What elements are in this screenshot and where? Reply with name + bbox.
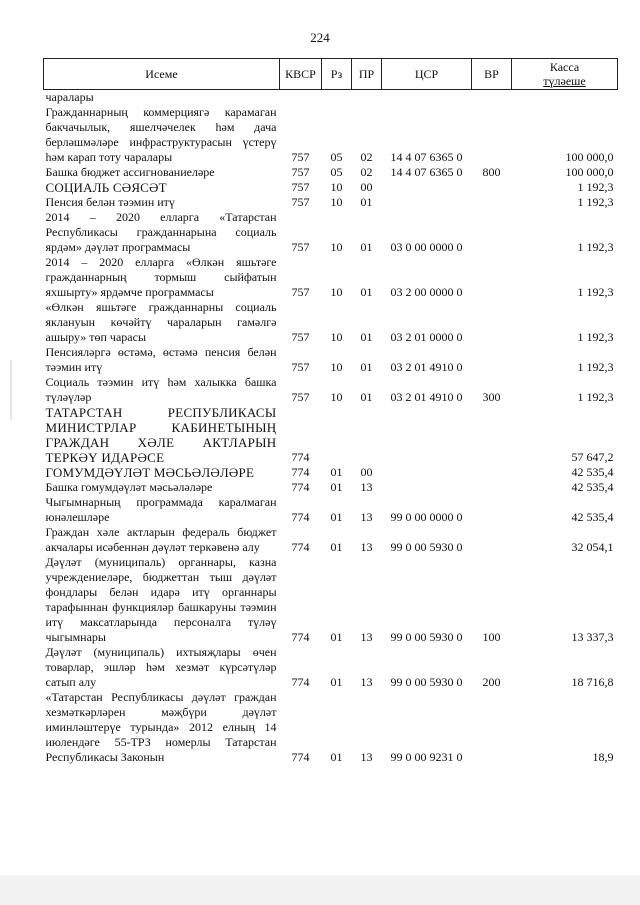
table-row bbox=[44, 345, 618, 375]
table-row bbox=[44, 645, 618, 690]
row-name: 2014 – 2020 елларга «Өлкән яшьтәге гражданнарның тормыш сыйфатын яхшырту» ярдәмче программасы bbox=[45, 255, 277, 299]
row-csr: 99 0 00 5930 0 bbox=[390, 675, 463, 689]
row-csr: 03 2 01 4910 0 bbox=[390, 360, 463, 374]
page-number: 224 bbox=[310, 30, 330, 45]
row-rz: 05 bbox=[330, 165, 343, 179]
table-row bbox=[44, 165, 618, 180]
scan-bottom-shade bbox=[0, 875, 640, 905]
table-row bbox=[44, 300, 618, 345]
row-pr bbox=[352, 90, 382, 106]
column-header-name: Исеме bbox=[44, 59, 280, 90]
row-vr bbox=[472, 180, 512, 195]
row-name: Чыгымнарның программада каралмаган юнәлешләре bbox=[45, 495, 277, 524]
row-vr bbox=[472, 210, 512, 255]
row-csr bbox=[382, 180, 472, 195]
row-cash-amount: 1 192,3 bbox=[577, 180, 614, 194]
row-cash-amount: 42 535,4 bbox=[571, 510, 614, 524]
row-pr: 13 bbox=[360, 630, 373, 644]
table-row bbox=[44, 465, 618, 480]
table-row bbox=[44, 195, 618, 210]
column-header-cash bbox=[512, 59, 618, 90]
row-rz: 01 bbox=[330, 465, 343, 479]
row-pr: 01 bbox=[360, 390, 373, 404]
row-pr: 02 bbox=[360, 165, 373, 179]
scan-margin-mark bbox=[10, 360, 12, 420]
row-vr bbox=[472, 690, 512, 765]
row-vr bbox=[472, 465, 512, 480]
row-name: чаралары bbox=[45, 90, 94, 104]
row-pr: 00 bbox=[360, 465, 373, 479]
row-cash-amount: 100 000,0 bbox=[565, 150, 614, 164]
row-cash-amount: 13 337,3 bbox=[571, 630, 614, 644]
row-vr bbox=[472, 525, 512, 555]
row-kvsr: 757 bbox=[291, 390, 310, 404]
row-name: ГОМУМДӘҮЛӘТ МӘСЬӘЛӘЛӘРЕ bbox=[45, 465, 255, 480]
row-pr: 01 bbox=[360, 240, 373, 254]
row-name: Башка гомумдәүләт мәсьәләләре bbox=[45, 480, 213, 494]
row-csr: 14 4 07 6365 0 bbox=[390, 165, 463, 179]
row-vr bbox=[472, 300, 512, 345]
table-header bbox=[44, 59, 618, 90]
table-row bbox=[44, 690, 618, 765]
row-kvsr: 757 bbox=[291, 330, 310, 344]
row-kvsr: 774 bbox=[291, 630, 310, 644]
column-header-rz: Рз bbox=[322, 59, 352, 90]
row-pr: 01 bbox=[360, 285, 373, 299]
table-row bbox=[44, 375, 618, 405]
row-pr: 01 bbox=[360, 360, 373, 374]
row-csr: 03 2 00 0000 0 bbox=[390, 285, 463, 299]
row-rz: 10 bbox=[330, 240, 343, 254]
row-cash-amount: 1 192,3 bbox=[577, 285, 614, 299]
table-row bbox=[44, 525, 618, 555]
row-vr bbox=[472, 105, 512, 165]
row-pr: 13 bbox=[360, 675, 373, 689]
row-pr: 02 bbox=[360, 150, 373, 164]
row-kvsr: 757 bbox=[291, 195, 310, 209]
row-csr bbox=[382, 405, 472, 465]
row-name: Дәүләт (муниципаль) органнары, казна учреждениеләре, бюджеттан тыш дәүләт фондлары белән идарә итү органнары тарафыннан функцияләр башкаруны тәэмин итү максатларында персоналга түләү чыгымнары bbox=[45, 555, 277, 644]
row-pr: 13 bbox=[360, 750, 373, 764]
row-name: «Өлкән яшьтәге гражданнарны социаль яклануын көчәйтү чараларын гамәлгә ашыру» төп чарасы bbox=[45, 300, 277, 344]
row-kvsr: 774 bbox=[291, 750, 310, 764]
row-cash-amount bbox=[512, 90, 618, 106]
row-kvsr: 774 bbox=[291, 465, 310, 479]
row-pr: 01 bbox=[360, 330, 373, 344]
row-rz: 10 bbox=[330, 360, 343, 374]
row-csr: 03 0 00 0000 0 bbox=[390, 240, 463, 254]
budget-table bbox=[43, 58, 618, 765]
row-name: 2014 – 2020 елларга «Татарстан Республикасы гражданнарына социаль ярдәм» дәүләт программасы bbox=[45, 210, 277, 254]
row-rz: 01 bbox=[330, 675, 343, 689]
table-row bbox=[44, 180, 618, 195]
row-vr: 800 bbox=[482, 165, 501, 179]
row-kvsr: 757 bbox=[291, 180, 310, 194]
column-header-vr: ВР bbox=[472, 59, 512, 90]
row-cash-amount: 32 054,1 bbox=[571, 540, 614, 554]
row-vr bbox=[472, 195, 512, 210]
row-csr bbox=[382, 480, 472, 495]
cash-header-line-1: Касса bbox=[549, 60, 580, 74]
row-csr: 99 0 00 5930 0 bbox=[390, 630, 463, 644]
row-cash-amount: 1 192,3 bbox=[577, 390, 614, 404]
row-pr: 01 bbox=[360, 195, 373, 209]
row-csr: 14 4 07 6365 0 bbox=[390, 150, 463, 164]
row-csr: 99 0 00 0000 0 bbox=[390, 510, 463, 524]
row-csr bbox=[382, 90, 472, 106]
row-cash-amount: 1 192,3 bbox=[577, 240, 614, 254]
row-kvsr: 757 bbox=[291, 360, 310, 374]
row-name: Пенсияләргә өстәмә, өстәмә пенсия белән тәэмин итү bbox=[45, 345, 277, 374]
row-name: СОЦИАЛЬ СӘЯСӘТ bbox=[45, 180, 167, 195]
row-rz: 01 bbox=[330, 750, 343, 764]
row-name: Граждан хәле актларын федераль бюджет акчалары исәбеннән дәүләт теркәвенә алу bbox=[45, 525, 277, 554]
row-pr: 00 bbox=[360, 180, 373, 194]
row-csr: 03 2 01 0000 0 bbox=[390, 330, 463, 344]
row-vr bbox=[472, 480, 512, 495]
table-row bbox=[44, 90, 618, 106]
row-rz: 01 bbox=[330, 510, 343, 524]
table-row bbox=[44, 405, 618, 465]
table-row bbox=[44, 495, 618, 525]
cash-header-line-2: түләеше bbox=[543, 74, 586, 88]
row-vr bbox=[472, 255, 512, 300]
row-name: ТАТАРСТАН РЕСПУБЛИКАСЫ МИНИСТРЛАР КАБИНЕТЫНЫҢ ГРАЖДАН ХӘЛЕ АКТЛАРЫН ТЕРКӘҮ ИДАРӘСЕ bbox=[45, 405, 277, 465]
row-csr: 03 2 01 4910 0 bbox=[390, 390, 463, 404]
row-pr bbox=[352, 405, 382, 465]
row-rz: 10 bbox=[330, 195, 343, 209]
row-cash-amount: 1 192,3 bbox=[577, 360, 614, 374]
row-vr bbox=[472, 405, 512, 465]
row-rz bbox=[322, 90, 352, 106]
column-header-kvsr: КВСР bbox=[280, 59, 322, 90]
row-pr: 13 bbox=[360, 540, 373, 554]
row-pr: 13 bbox=[360, 480, 373, 494]
row-csr: 99 0 00 5930 0 bbox=[390, 540, 463, 554]
row-rz: 01 bbox=[330, 480, 343, 494]
row-kvsr: 757 bbox=[291, 240, 310, 254]
row-csr: 99 0 00 9231 0 bbox=[390, 750, 463, 764]
row-kvsr: 757 bbox=[291, 150, 310, 164]
row-vr bbox=[472, 345, 512, 375]
table-row bbox=[44, 105, 618, 165]
row-vr bbox=[472, 495, 512, 525]
row-name: Башка бюджет ассигнованиеләре bbox=[45, 165, 215, 179]
row-kvsr: 774 bbox=[291, 540, 310, 554]
row-cash-amount: 1 192,3 bbox=[577, 330, 614, 344]
row-kvsr: 757 bbox=[291, 285, 310, 299]
row-name: Дәүләт (муниципаль) ихтыяҗлары өчен товарлар, эшләр һәм хезмәт күрсәтүләр сатып алу bbox=[45, 645, 277, 689]
row-cash-amount: 57 647,2 bbox=[571, 450, 614, 464]
table-row bbox=[44, 555, 618, 645]
row-vr: 100 bbox=[482, 630, 501, 644]
row-rz: 01 bbox=[330, 630, 343, 644]
row-rz bbox=[322, 405, 352, 465]
row-name: «Татарстан Республикасы дәүләт граждан хезмәткәрләрен мәҗбүри дәүләт иминләштерүе турында» 2012 елның 14 июлендәге 55-ТРЗ номерлы Татарстан Республикасы Законын bbox=[45, 690, 277, 764]
row-name: Пенсия белән тәэмин итү bbox=[45, 195, 175, 209]
table-row bbox=[44, 480, 618, 495]
row-cash-amount: 100 000,0 bbox=[565, 165, 614, 179]
row-kvsr bbox=[280, 90, 322, 106]
row-kvsr: 774 bbox=[291, 450, 310, 464]
table-row bbox=[44, 210, 618, 255]
row-cash-amount: 18,9 bbox=[592, 750, 614, 764]
row-name: Социаль тәэмин итү һәм халыкка башка түләүләр bbox=[45, 375, 277, 404]
row-rz: 05 bbox=[330, 150, 343, 164]
row-rz: 01 bbox=[330, 540, 343, 554]
table-row bbox=[44, 255, 618, 300]
row-kvsr: 757 bbox=[291, 165, 310, 179]
row-vr: 300 bbox=[482, 390, 501, 404]
row-csr bbox=[382, 465, 472, 480]
row-vr: 200 bbox=[482, 675, 501, 689]
row-vr bbox=[472, 90, 512, 106]
row-csr bbox=[382, 195, 472, 210]
row-cash-amount: 1 192,3 bbox=[577, 195, 614, 209]
row-rz: 10 bbox=[330, 330, 343, 344]
row-kvsr: 774 bbox=[291, 510, 310, 524]
row-cash-amount: 42 535,4 bbox=[571, 480, 614, 494]
column-header-pr: ПР bbox=[352, 59, 382, 90]
row-pr: 13 bbox=[360, 510, 373, 524]
row-cash-amount: 42 535,4 bbox=[571, 465, 614, 479]
column-header-csr: ЦСР bbox=[382, 59, 472, 90]
row-name: Гражданнарның коммерциягә карамаган бакчачылык, яшелчәчелек һәм дача берләшмәләре инфраструктурасын үстерү һәм карап тоту чаралары bbox=[45, 105, 277, 164]
row-rz: 10 bbox=[330, 285, 343, 299]
table-body bbox=[44, 90, 618, 766]
row-rz: 10 bbox=[330, 390, 343, 404]
row-cash-amount: 18 716,8 bbox=[571, 675, 614, 689]
row-kvsr: 774 bbox=[291, 675, 310, 689]
row-kvsr: 774 bbox=[291, 480, 310, 494]
row-rz: 10 bbox=[330, 180, 343, 194]
